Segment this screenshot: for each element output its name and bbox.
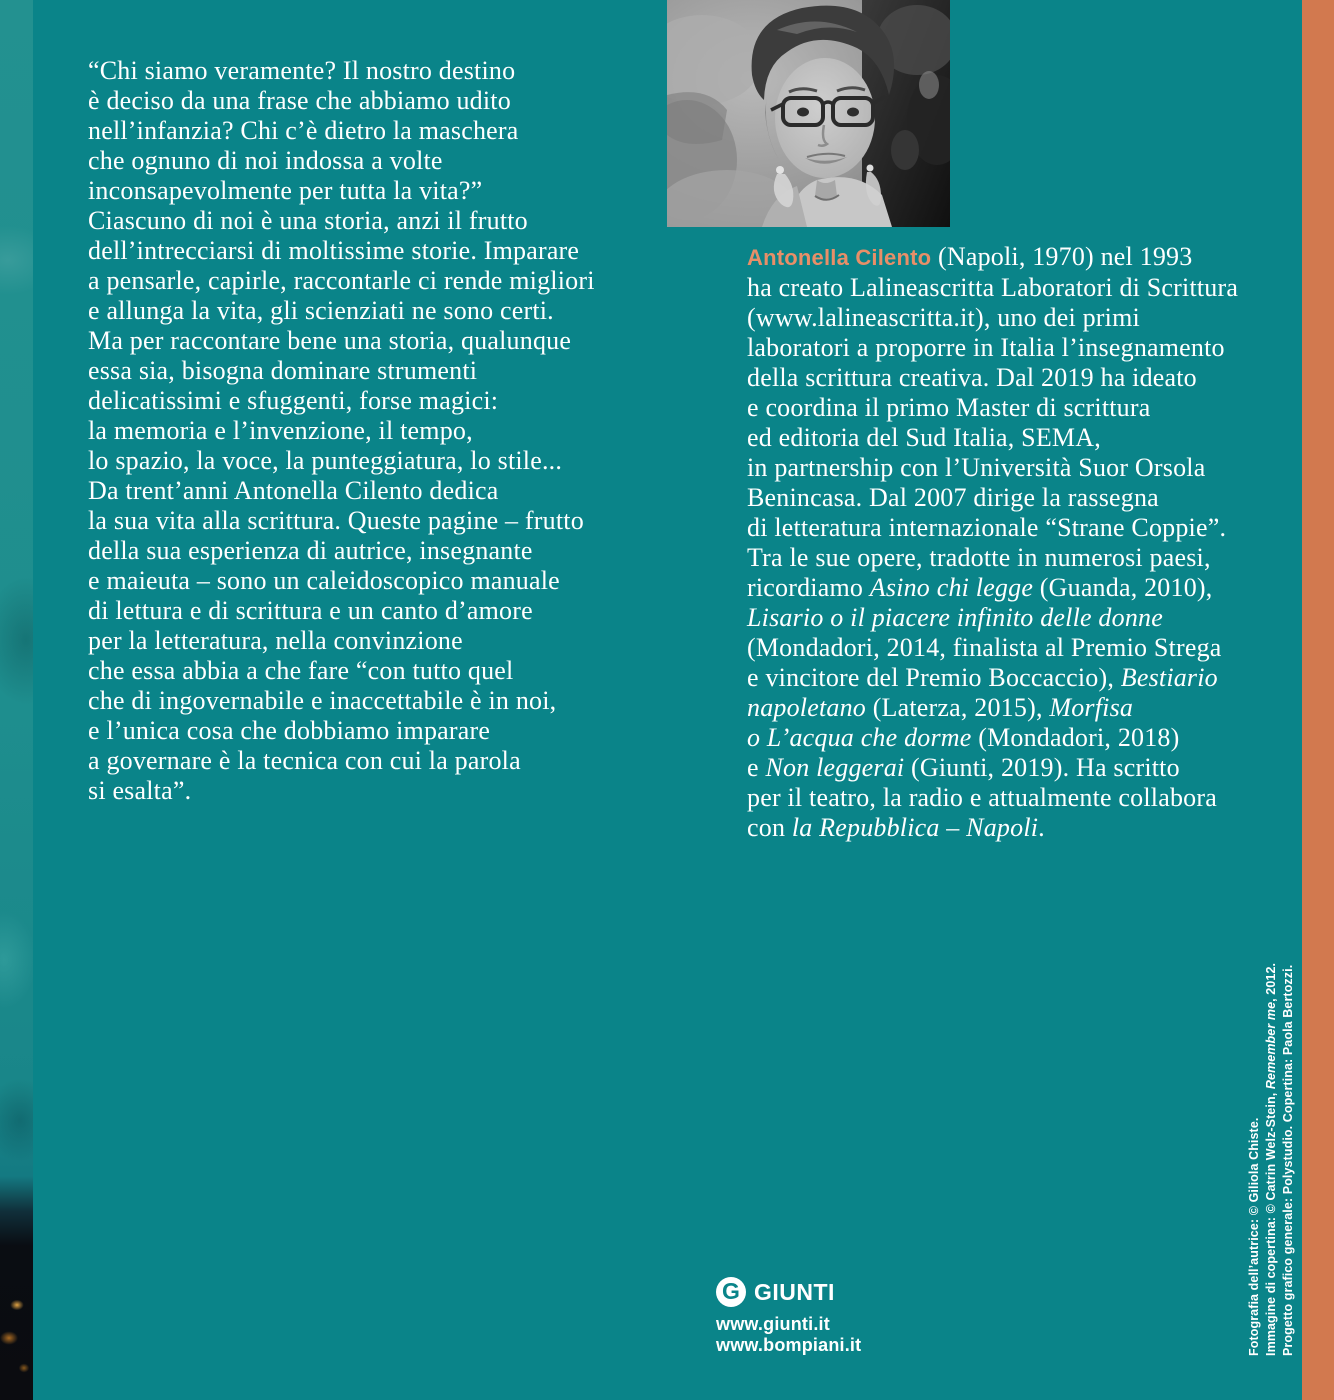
giunti-logo-wordmark: GIUNTI: [754, 1278, 835, 1305]
text-line: che essa abbia a che fare “con tutto quel: [88, 656, 514, 685]
photo-credits-vertical: [1246, 963, 1297, 1356]
text-line: nell’infanzia? Chi c’è dietro la maschera: [88, 116, 519, 145]
cover-spine-strip: [0, 0, 33, 1400]
text-line: “Chi siamo veramente? Il nostro destino: [88, 56, 516, 85]
text-line: di lettura e di scrittura e un canto d’amore: [88, 596, 533, 625]
text-line: e vincitore del Premio Boccaccio), Bestiario: [747, 663, 1218, 692]
text-line: delicatissimi e sfuggenti, forse magici:: [88, 386, 499, 415]
publisher-block: [716, 1276, 861, 1356]
text-line: lo spazio, la voce, la punteggiatura, lo stile...: [88, 446, 563, 475]
text-line: a pensarle, capirle, raccontarle ci rende migliori: [88, 266, 595, 295]
text-line: inconsapevolmente per tutta la vita?”: [88, 176, 483, 205]
text-line: la memoria e l’invenzione, il tempo,: [88, 416, 473, 445]
back-cover-quote: [88, 56, 648, 806]
text-line: essa sia, bisogna dominare strumenti: [88, 356, 478, 385]
text-line: a governare è la tecnica con cui la parola: [88, 746, 521, 775]
text-line: Ciascuno di noi è una storia, anzi il frutto: [88, 206, 528, 235]
text-line: Fotografia dell’autrice: © Giliola Chiste.: [1247, 1117, 1261, 1356]
text-line: ricordiamo Asino chi legge (Guanda, 2010),: [747, 573, 1213, 602]
text-line: Lisario o il piacere infinito delle donne: [747, 603, 1163, 632]
text-line: Tra le sue opere, tradotte in numerosi paesi,: [747, 543, 1211, 572]
text-line: in partnership con l’Università Suor Orsola: [747, 453, 1206, 482]
text-line: che ognuno di noi indossa a volte: [88, 146, 443, 175]
text-line: laboratori a proporre in Italia l’insegnamento: [747, 333, 1225, 362]
text-line: ha creato Lalineascritta Laboratori di Scrittura: [747, 273, 1239, 302]
text-line: e maieuta – sono un caleidoscopico manuale: [88, 566, 560, 595]
text-line: e l’unica cosa che dobbiamo imparare: [88, 716, 491, 745]
text-line: Antonella Cilento (Napoli, 1970) nel 1993: [747, 242, 1193, 271]
text-line: Progetto grafico generale: Polystudio. Copertina: Paola Bertozzi.: [1281, 964, 1295, 1356]
text-line: e Non leggerai (Giunti, 2019). Ha scritto: [747, 753, 1180, 782]
text-line: della scrittura creativa. Dal 2019 ha ideato: [747, 363, 1197, 392]
text-line: la sua vita alla scrittura. Queste pagine – frutto: [88, 506, 584, 535]
text-line: (Mondadori, 2014, finalista al Premio Strega: [747, 633, 1222, 662]
giunti-logo-letter: G: [722, 1278, 740, 1304]
text-line: o L’acqua che dorme (Mondadori, 2018): [747, 723, 1180, 752]
text-line: della sua esperienza di autrice, insegnante: [88, 536, 533, 565]
text-line: Ma per raccontare bene una storia, qualunque: [88, 326, 572, 355]
orange-edge-strip: [1302, 0, 1334, 1400]
text-line: napoletano (Laterza, 2015), Morfisa: [747, 693, 1134, 722]
text-line: per il teatro, la radio e attualmente collabora: [747, 783, 1217, 812]
text-line: e coordina il primo Master di scrittura: [747, 393, 1151, 422]
giunti-logo-icon: [716, 1277, 746, 1307]
text-line: Immagine di copertina: © Catrin Welz-Stein, Remember me, 2012.: [1264, 962, 1278, 1356]
text-line: con la Repubblica – Napoli.: [747, 813, 1045, 842]
text-line: e allunga la vita, gli scienziati ne sono certi.: [88, 296, 554, 325]
text-line: Da trent’anni Antonella Cilento dedica: [88, 476, 499, 505]
text-line: per la letteratura, nella convinzione: [88, 626, 463, 655]
text-line: Benincasa. Dal 2007 dirige la rassegna: [747, 483, 1159, 512]
text-line: di letteratura internazionale “Strane Coppie”.: [747, 513, 1227, 542]
giunti-url: www.giunti.it: [716, 1314, 830, 1334]
author-photo: [667, 0, 950, 227]
text-line: che di ingovernabile e inaccettabile è in noi,: [88, 686, 557, 715]
giunti-logo: [716, 1276, 861, 1308]
text-line: dell’intrecciarsi di moltissime storie. Imparare: [88, 236, 580, 265]
text-line: (www.lalineascritta.it), uno dei primi: [747, 303, 1140, 332]
text-line: si esalta”.: [88, 776, 192, 805]
author-bio: [747, 242, 1267, 843]
bompiani-url: www.bompiani.it: [716, 1335, 862, 1355]
text-line: è deciso da una frase che abbiamo udito: [88, 86, 511, 115]
text-line: ed editoria del Sud Italia, SEMA,: [747, 423, 1101, 452]
